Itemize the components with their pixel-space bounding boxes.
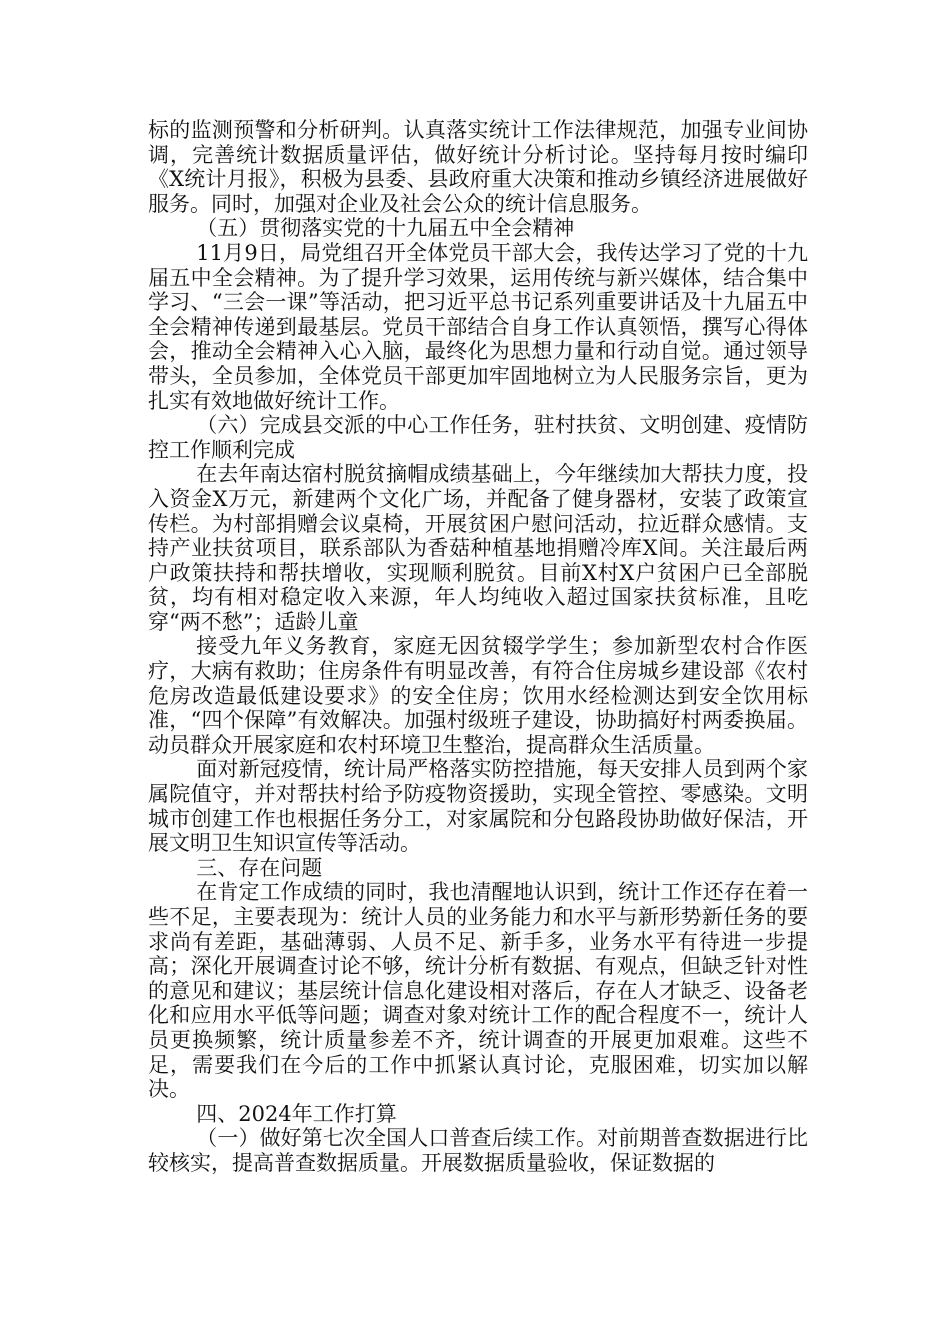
- paragraph-statistics-monitoring: 标的监测预警和分析研判。认真落实统计工作法律规范，加强专业间协调，完善统计数据质量评估，做好统计分析讨论。坚持每月按时编印《X统计月报》，积极为县委、县政府重大决策和推动乡镇经济进展做好服务。同时，加强对企业及社会公众的统计信息服务。: [148, 118, 808, 216]
- section-heading-plans: 四、2024年工作打算: [196, 1101, 397, 1126]
- paragraph-poverty-alleviation: 在去年南达宿村脱贫摘帽成绩基础上，今年继续加大帮扶力度，投入资金X万元，新建两个文化广场，并配备了健身器材，安装了政策宣传栏。为村部捐赠会议桌椅，开展贫困户慰问活动，拉近群众感情。支持产业扶贫项目，联系部队为香菇种植基地捐赠冷库X间。关注最后两户政策扶持和帮扶增收，实现顺利脱贫。目前X村X户贫困户已全部脱贫，均有相对稳定收入来源，年人均纯收入超过国家扶贫标准，且吃穿“两不愁”；适龄儿童: [148, 462, 808, 634]
- paragraph-plenary-study: 11月9日，局党组召开全体党员干部大会，我传达学习了党的十九届五中全会精神。为了提升学习效果，运用传统与新兴媒体，结合集中学习、“三会一课”等活动，把习近平总书记系列重要讲话及十九届五中全会精神传递到最基层。党员干部结合自身工作认真领悟，撰写心得体会，推动全会精神入心入脑，最终化为思想力量和行动自觉。通过领导带头，全员参加，全体党员干部更加牢固地树立为人民服务宗旨，更为扎实有效地做好统计工作。: [148, 240, 808, 413]
- document-page: [148, 118, 808, 1176]
- paragraph-problems: 在肯定工作成绩的同时，我也清醒地认识到，统计工作还存在着一些不足，主要表现为：统计人员的业务能力和水平与新形势新任务的要求尚有差距，基础薄弱、人员不足、新手多，业务水平有待进一步提高；深化开展调查讨论不够，统计分析有数据、有观点，但缺乏针对性的意见和建议；基层统计信息化建设相对落后，存在人才缺乏、设备老化和应用水平低等问题；调查对象对统计工作的配合程度不一，统计人员更换频繁，统计质量参差不齐，统计调查的开展更加艰难。这些不足，需要我们在今后的工作中抓紧认真讨论，克服困难，切实加以解决。: [148, 880, 808, 1102]
- section-heading-5: （五）贯彻落实党的十九届五中全会精神: [196, 216, 575, 241]
- section-heading-problems: 三、存在问题: [196, 855, 323, 880]
- section-heading-6: （六）完成县交派的中心工作任务，驻村扶贫、文明创建、疫情防控工作顺利完成: [148, 413, 808, 462]
- paragraph-census-followup: （一）做好第七次全国人口普查后续工作。对前期普查数据进行比较核实，提高普查数据质量。开展数据质量验收，保证数据的: [148, 1126, 808, 1175]
- paragraph-guarantees: 接受九年义务教育，家庭无因贫辍学学生；参加新型农村合作医疗，大病有救助；住房条件有明显改善，有符合住房城乡建设部《农村危房改造最低建设要求》的安全住房；饮用水经检测达到安全饮用标准，“四个保障”有效解决。加强村级班子建设，协助搞好村两委换届。动员群众开展家庭和农村环境卫生整治，提高群众生活质量。: [148, 634, 808, 757]
- paragraph-epidemic-control: 面对新冠疫情，统计局严格落实防控措施，每天安排人员到两个家属院值守，并对帮扶村给予防疫物资援助，实现全管控、零感染。文明城市创建工作也根据任务分工，对家属院和分包路段协助做好保洁，开展文明卫生知识宣传等活动。: [148, 757, 808, 856]
